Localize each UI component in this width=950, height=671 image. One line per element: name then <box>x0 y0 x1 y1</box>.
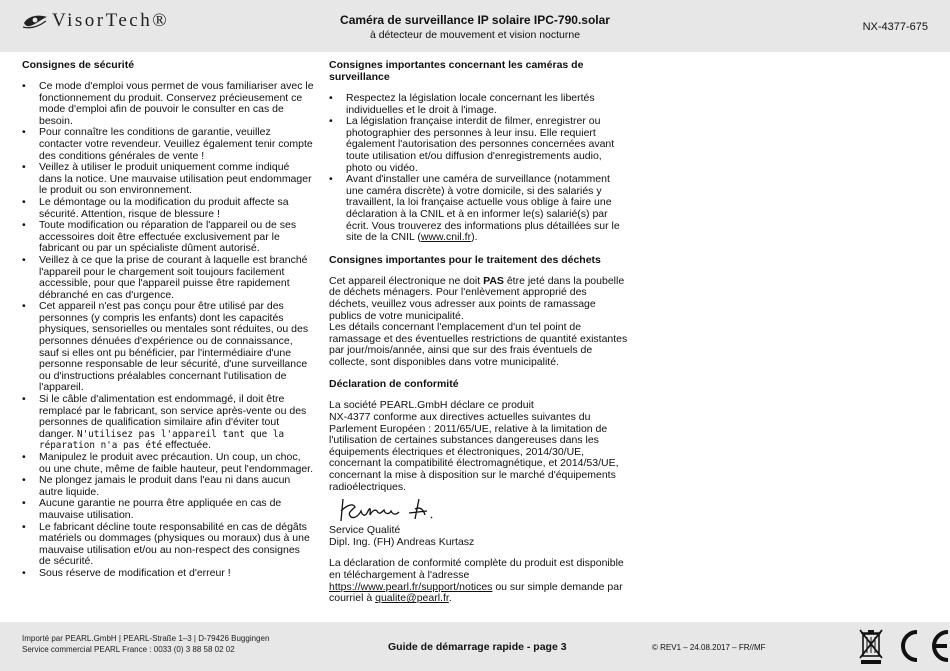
declaration-text-a: La déclaration de conformité complète du produit est disponible en téléchargement à l'adresse <box>329 557 624 581</box>
signature <box>329 495 629 525</box>
safety-list <box>22 81 314 580</box>
service-line: Service commercial PEARL France : 0033 (0) 3 88 58 02 02 <box>22 645 235 654</box>
cable-text: Si le câble d'alimentation est endommagé, il doit être remplacé par le fabricant, son service après-vente ou des personnes de qualification similaire afin d'éviter tout danger. <box>39 393 307 440</box>
eye-logo-icon <box>22 12 48 30</box>
list-item: • Ne plongez jamais le produit dans l'eau ni dans aucun autre liquide. <box>22 475 314 498</box>
waste-text <box>329 276 629 369</box>
email-link[interactable]: qualite@pearl.fr <box>375 592 449 605</box>
list-item-cnil <box>329 174 629 244</box>
declaration-text <box>329 558 629 604</box>
document-subtitle: à détecteur de mouvement et vision nocturne <box>369 29 581 41</box>
safety-heading: Consignes de sécurité <box>22 59 135 71</box>
list-item: • Cet appareil n'est pas conçu pour être utilisé par des personnes (y compris les enfants) dont les capacités physiques, sensorielles ou mentales sont réduites, ou des personnes dénuées d'expérience ou de connaissance, sauf si elles ont pu bénéficier, par l'intermédiaire d'une personne responsable de leur sécurité, d'une surveillance ou d'instructions préalables concernant l'utilisation de l'appareil. <box>22 301 314 394</box>
document-title-block <box>300 13 650 41</box>
list-item: • Le démontage ou la modification du produit affecte sa sécurité. Attention, risque de blessure ! <box>22 197 314 220</box>
camera-heading: Consignes importantes concernant les caméras de surveillance <box>329 59 584 83</box>
declaration-text-b: ou sur simple demande par courriel à <box>329 580 623 605</box>
cnil-text-end: ). <box>471 231 478 244</box>
list-item: • Pour connaître les conditions de garantie, veuillez contacter votre revendeur. Veuillez également tenir compte des conditions générales de vente ! <box>22 127 314 162</box>
brand-name: VisorTech® <box>52 10 170 31</box>
page-header <box>0 0 950 52</box>
revision-info: © REV1 – 24.08.2017 – FR//MF <box>652 643 766 652</box>
cable-text-end: effectuée. <box>165 439 211 452</box>
conformity-heading: Déclaration de conformité <box>329 378 459 391</box>
list-item-power-cable <box>22 394 314 452</box>
importer-info <box>22 633 269 655</box>
cnil-text: Avant d'installer une caméra de surveillance (notamment une caméra discrète) à votre domicile, si des salariés y travaillent, la loi française actuelle vous oblige à faire une déclaration à la CNIL et à en informer le(s) salarié(s) par écrit. Vous trouverez des informations plus détaillées sur le site de la CNIL ( <box>346 173 620 244</box>
declaration-text-c: . <box>448 592 452 605</box>
list-item: • Le fabricant décline toute responsabilité en cas de dégâts matériels ou dommages (physiques ou moraux) dus à une mauvaise utilisation et/ou au non-respect des consignes de sécurité. <box>22 522 314 568</box>
list-item: • Manipulez le produit avec précaution. Un coup, un choc, ou une chute, même de faible hauteur, peut l'endommager. <box>22 452 314 475</box>
conformity-text: La société PEARL.GmbH déclare ce produit NX-4377 conforme aux directives actuelles suivantes du Parlement Européen : 2011/65/UE, relative à la limitation de l'utilisation de certaines substances dangereuses dans les équipements électriques et électroniques, 2014/30/UE, concernant la compatibilité électromagnétique, et 2014/53/UE, concernant la mise à disposition sur le marché d'équipements radioélectriques. <box>329 399 619 493</box>
document-title: Caméra de surveillance IP solaire IPC-790.solar <box>340 13 610 27</box>
list-item: • Aucune garantie ne pourra être appliquée en cas de mauvaise utilisation. <box>22 498 314 521</box>
weee-bin-icon <box>858 627 884 665</box>
list-item: • Toute modification ou réparation de l'appareil ou de ses accessoires doit être effectuée exclusivement par le fabricant ou par un spécialiste dûment autorisé. <box>22 220 314 255</box>
waste-text-emphasis: PAS <box>483 274 504 287</box>
cnil-link[interactable]: www.cnil.fr <box>420 231 472 244</box>
compliance-marks <box>858 627 950 665</box>
waste-text-c: être jeté dans la poubelle de déchets ménagers. Pour l'enlèvement approprié des déchets, veuillez vous adresser aux points de ramassage publics de votre municipalité. <box>329 274 625 322</box>
article-number: NX-4377-675 <box>862 21 928 33</box>
ce-mark-icon <box>890 629 950 663</box>
importer-line: Importé par PEARL.GmbH | PEARL-Straße 1–3 | D-79426 Buggingen <box>22 634 270 643</box>
list-item: • Sous réserve de modification et d'erreur ! <box>22 568 314 580</box>
list-item: • Respectez la législation locale concernant les libertés individuelles et le droit à l'image. <box>329 93 629 116</box>
notices-link[interactable]: https://www.pearl.fr/support/notices <box>329 580 493 593</box>
right-column <box>329 59 629 605</box>
signer-name: Dipl. Ing. (FH) Andreas Kurtasz <box>329 535 475 548</box>
left-column <box>22 59 314 580</box>
page-label: Guide de démarrage rapide - page 3 <box>388 641 567 653</box>
waste-heading: Consignes importantes pour le traitement des déchets <box>329 253 601 266</box>
list-item: • Veillez à ce que la prise de courant à laquelle est branché l'appareil pour le chargement soit toujours facilement accessible, pour que l'appareil puisse être rapidement débranché en cas d'urgence. <box>22 255 314 301</box>
list-item: • Ce mode d'emploi vous permet de vous familiariser avec le fonctionnement du produit. Conservez précieusement ce mode d'emploi afin de pouvoir le consulter en cas de besoin. <box>22 81 314 127</box>
camera-list <box>329 93 629 244</box>
waste-text-a: Cet appareil électronique ne doit <box>329 274 484 287</box>
signature-icon <box>329 495 439 525</box>
page-footer <box>0 622 950 671</box>
list-item: • La législation française interdit de filmer, enregistrer ou photographier des personnes à leur insu. Elle requiert également l'autorisation des personnes concernées avant toute utilisation et/ou diffusion d'enregistrements audio, photo ou vidéo. <box>329 116 629 174</box>
waste-text-details: Les détails concernant l'emplacement d'un tel point de ramassage et des éventuelles restrictions de quantité existantes par jour/mois/année, ainsi que sur des frais éventuels de collecte, sont disponibles dans votre municipalité. <box>329 321 628 368</box>
brand-logo <box>22 10 169 32</box>
cable-warning-text: N'utilisez pas l'appareil tant que la réparation n'a pas été <box>39 428 285 452</box>
service-quality: Service Qualité <box>329 524 401 537</box>
list-item: • Veillez à utiliser le produit uniquement comme indiqué dans la notice. Une mauvaise utilisation peut endommager le produit ou son environnement. <box>22 162 314 197</box>
